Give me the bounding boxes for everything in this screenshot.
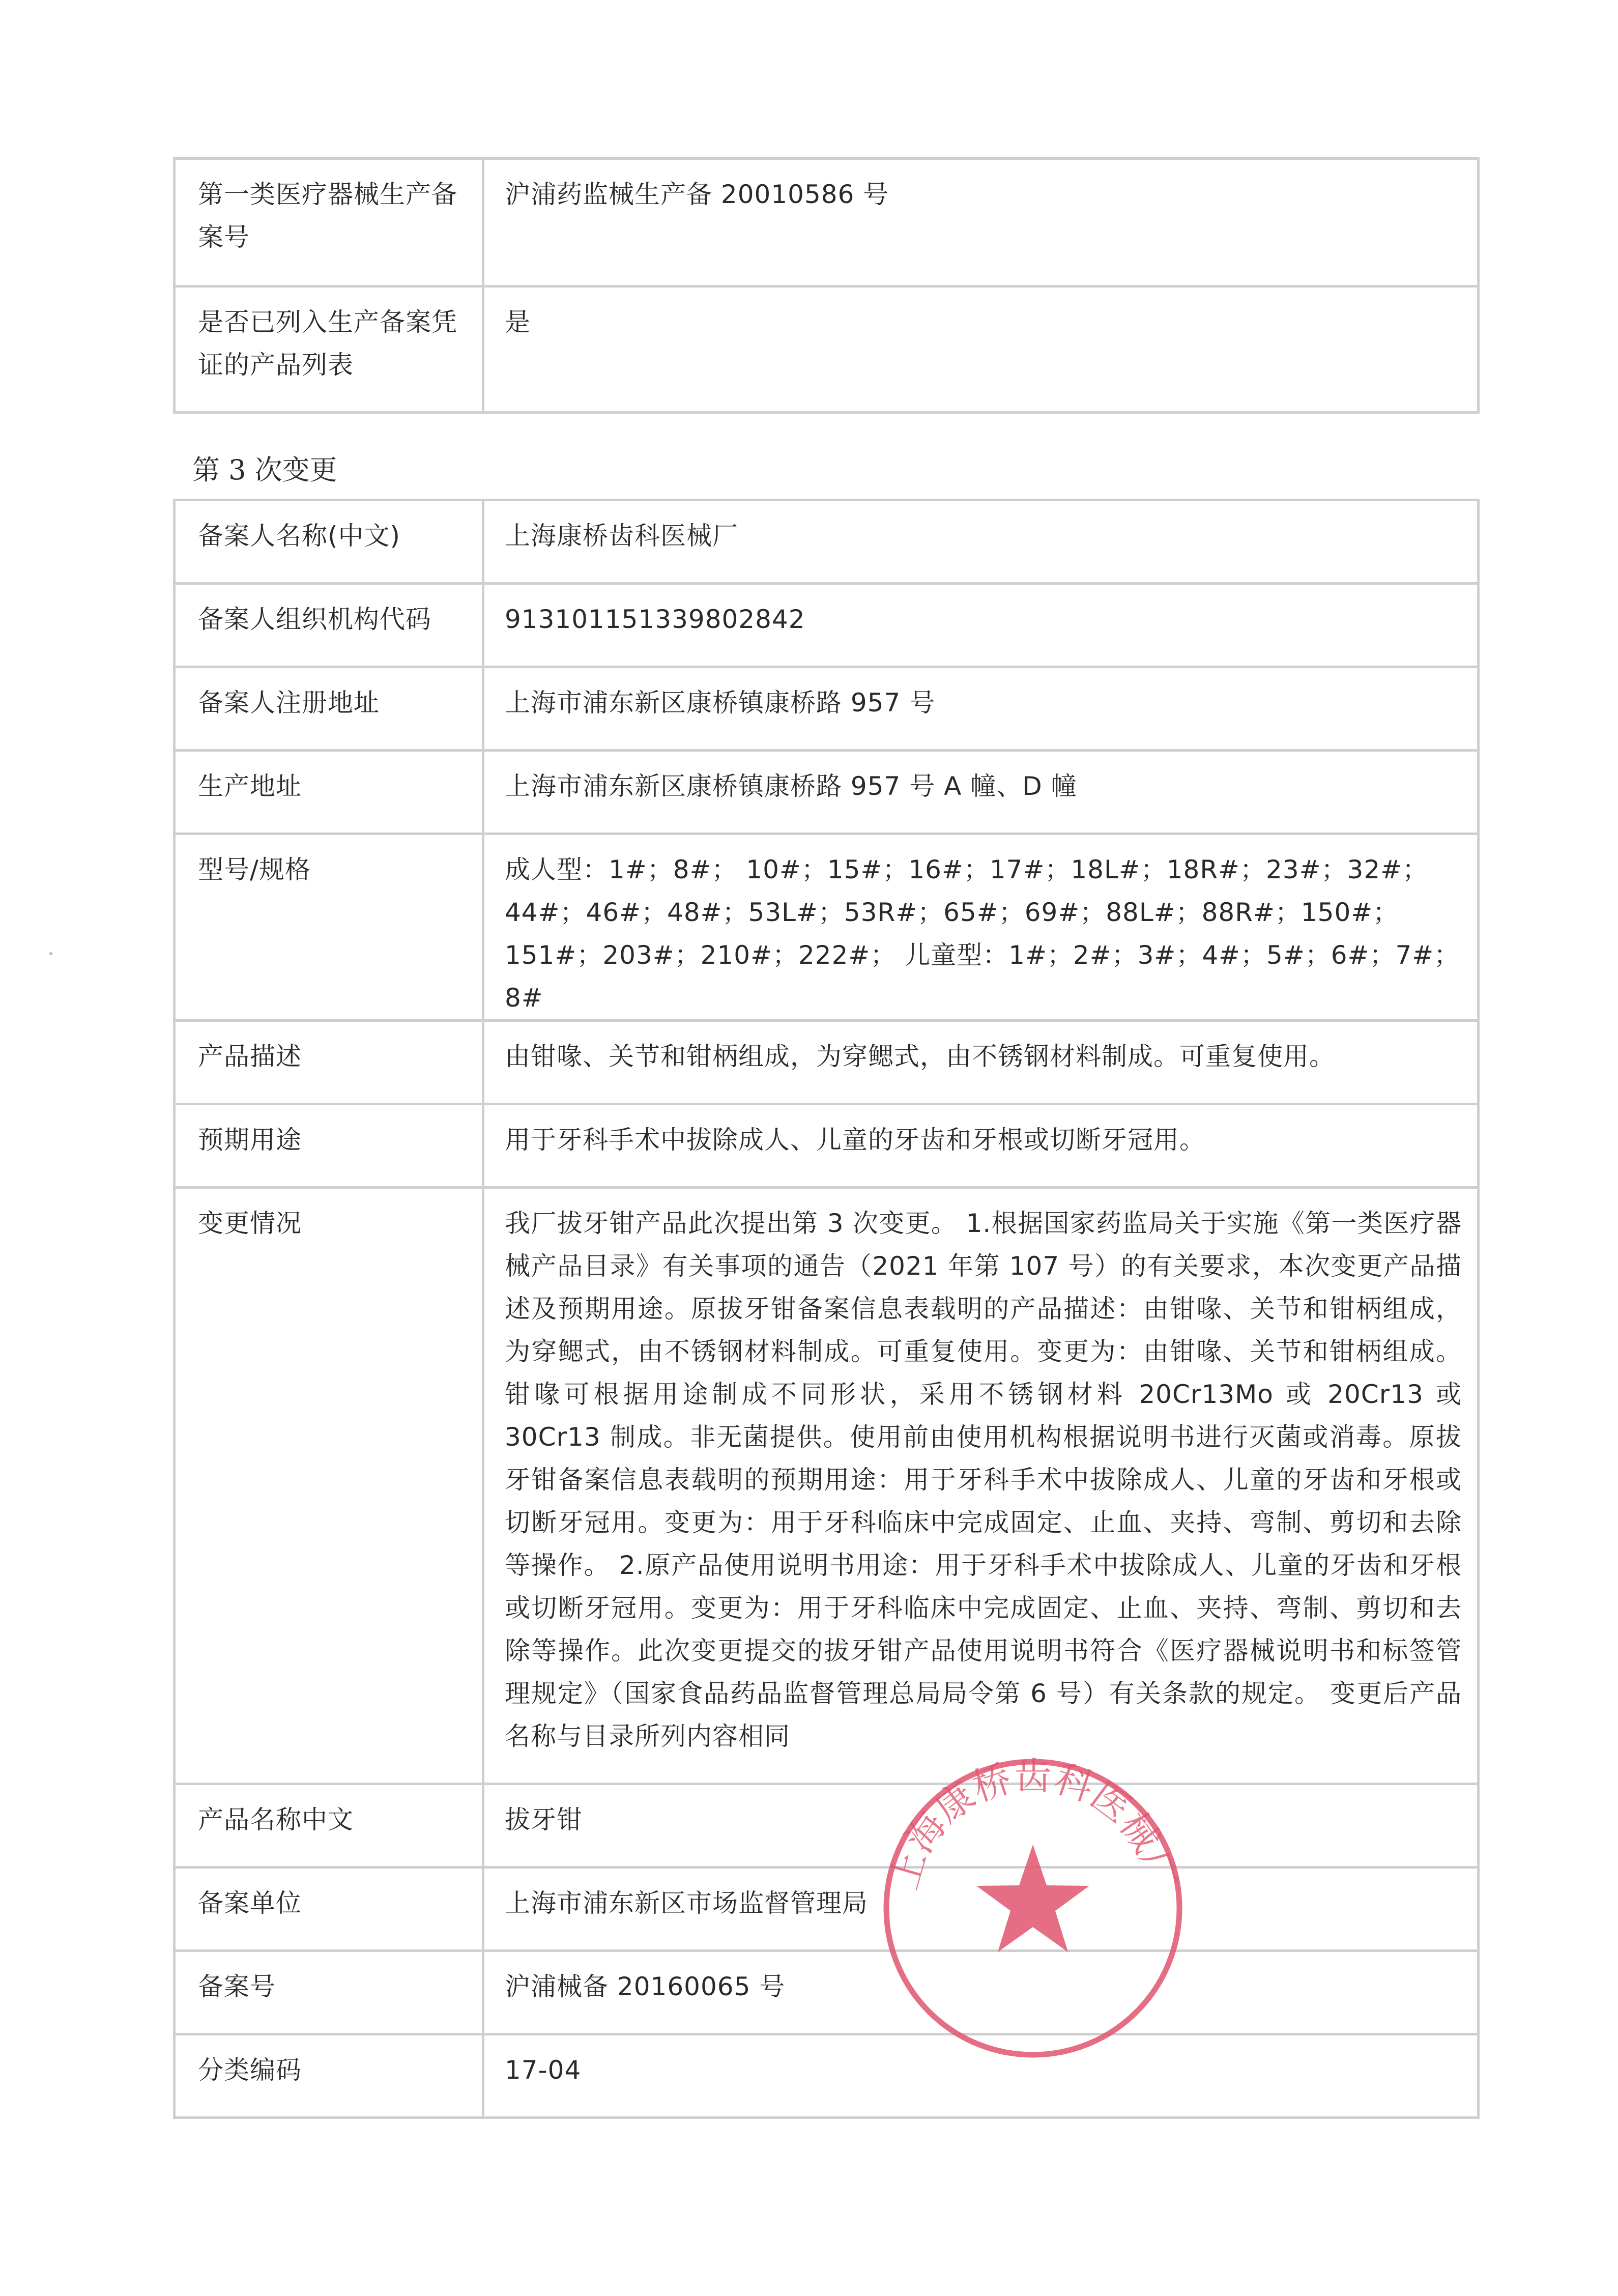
filing-info-table xyxy=(173,157,1480,414)
field-value: 用于牙科手术中拔除成人、儿童的牙齿和牙根或切断牙冠用。 xyxy=(483,1104,1479,1188)
field-value: 沪浦药监械生产备 20010586 号 xyxy=(483,159,1479,286)
field-value: 上海康桥齿科医械厂 xyxy=(483,500,1479,584)
table-row xyxy=(175,1021,1479,1104)
field-label: 变更情况 xyxy=(175,1188,483,1784)
field-label: 是否已列入生产备案凭证的产品列表 xyxy=(175,286,483,413)
field-value: 我厂拔牙钳产品此次提出第 3 次变更。 1.根据国家药监局关于实施《第一类医疗器械产品目录》有关事项的通告（2021 年第 107 号）的有关要求，本次变更产品描述及预期用途。原拔牙钳备案信息表载明的产品描述：由钳喙、关节和钳柄组成，为穿鳃式，由不锈钢材料制成。可重复使用。变更为：由钳喙、关节和钳柄组成。钳喙可根据用途制成不同形状，采用不锈钢材料 20Cr13Mo 或 20Cr13 或 30Cr13 制成。非无菌提供。使用前由使用机构根据说明书进行灭菌或消毒。原拔牙钳备案信息表载明的预期用途：用于牙科手术中拔除成人、儿童的牙齿和牙根或切断牙冠用。变更为：用于牙科临床中完成固定、止血、夹持、弯制、剪切和去除等操作。 2.原产品使用说明书用途：用于牙科手术中拔除成人、儿童的牙齿和牙根或切断牙冠用。变更为：用于牙科临床中完成固定、止血、夹持、弯制、剪切和去除等操作。此次变更提交的拔牙钳产品使用说明书符合《医疗器械说明书和标签管理规定》（国家食品药品监督管理总局局令第 6 号）有关条款的规定。 变更后产品名称与目录所列内容相同 xyxy=(483,1188,1479,1784)
field-label: 第一类医疗器械生产备案号 xyxy=(175,159,483,286)
change-record-table xyxy=(173,499,1480,2119)
field-value: 上海市浦东新区康桥镇康桥路 957 号 A 幢、D 幢 xyxy=(483,751,1479,834)
field-value: 沪浦械备 20160065 号 xyxy=(483,1951,1479,2034)
field-label: 型号/规格 xyxy=(175,834,483,1021)
table-row xyxy=(175,1784,1479,1868)
table-row xyxy=(175,159,1479,286)
seal-text-path: 上海康桥齿科医械厂 xyxy=(882,1755,1184,1895)
field-value: 成人型：1#；8#； 10#；15#；16#；17#；18L#；18R#；23#；32#；44#；46#；48#；53L#；53R#；65#；69#；88L#；88R#；150#；151#；203#；210#；222#； 儿童型：1#；2#；3#；4#；5#；6#；7#；8# xyxy=(483,834,1479,1021)
field-value: 上海市浦东新区市场监督管理局 xyxy=(483,1868,1479,1951)
table-row xyxy=(175,2034,1479,2118)
table-row xyxy=(175,1951,1479,2034)
field-value: 是 xyxy=(483,286,1479,413)
table-row xyxy=(175,1868,1479,1951)
table-row xyxy=(175,500,1479,584)
field-value: 上海市浦东新区康桥镇康桥路 957 号 xyxy=(483,667,1479,751)
table-row xyxy=(175,1188,1479,1784)
field-label: 备案人名称(中文) xyxy=(175,500,483,584)
table-row xyxy=(175,1104,1479,1188)
field-label: 备案人组织机构代码 xyxy=(175,584,483,667)
field-value: 913101151339802842 xyxy=(483,584,1479,667)
table-row xyxy=(175,667,1479,751)
table-row xyxy=(175,834,1479,1021)
field-label: 备案人注册地址 xyxy=(175,667,483,751)
field-label: 产品名称中文 xyxy=(175,1784,483,1868)
field-value: 17-04 xyxy=(483,2034,1479,2118)
field-value: 由钳喙、关节和钳柄组成，为穿鳃式，由不锈钢材料制成。可重复使用。 xyxy=(483,1021,1479,1104)
table-row xyxy=(175,751,1479,834)
field-value: 拔牙钳 xyxy=(483,1784,1479,1868)
field-label: 分类编码 xyxy=(175,2034,483,2118)
table-row xyxy=(175,584,1479,667)
scan-speck xyxy=(49,952,52,955)
section-title: 第 3 次变更 xyxy=(192,454,337,486)
field-label: 备案单位 xyxy=(175,1868,483,1951)
field-label: 生产地址 xyxy=(175,751,483,834)
field-label: 产品描述 xyxy=(175,1021,483,1104)
field-label: 预期用途 xyxy=(175,1104,483,1188)
field-label: 备案号 xyxy=(175,1951,483,2034)
table-row xyxy=(175,286,1479,413)
